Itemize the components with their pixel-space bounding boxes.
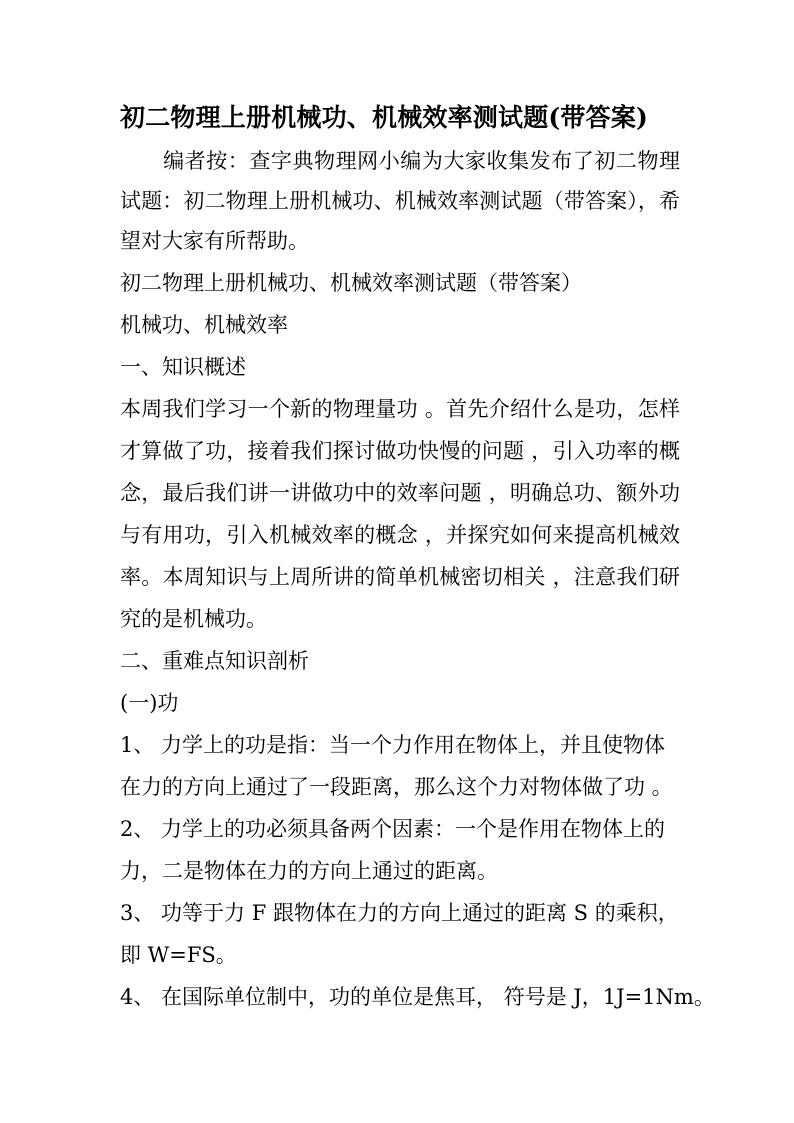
paragraph-line: 即 W=FS。 [120, 943, 237, 967]
paragraph-line: 与有用功，引入机械效率的概念 ，并探究如何来提高机械效 [120, 523, 680, 547]
paragraph-line: 本周我们学习一个新的物理量功 。首先介绍什么是功，怎样 [120, 397, 680, 421]
section-heading: 机械功、机械效率 [120, 313, 288, 337]
paragraph-line: 究的是机械功。 [120, 607, 267, 631]
paragraph-line: 编者按：查字典物理网小编为大家收集发布了初二物理 [120, 149, 680, 173]
paragraph-line: 2、 力学上的功必须具备两个因素：一个是作用在物体上的 [120, 817, 666, 841]
section-heading: 一、知识概述 [120, 355, 246, 379]
paragraph-line: 3、 功等于力 F 跟物体在力的方向上通过的距离 S 的乘积， [120, 901, 679, 925]
paragraph-line: 念，最后我们讲一讲做功中的效率问题 ，明确总功、额外功 [120, 481, 680, 505]
paragraph-line: 在力的方向上通过了一段距离，那么这个力对物体做了功 。 [120, 775, 673, 799]
paragraph-line: 初二物理上册机械功、机械效率测试题（带答案） [120, 271, 582, 295]
paragraph-line: 1、 力学上的功是指：当一个力作用在物体上，并且使物体 [120, 733, 666, 757]
document-title: 初二物理上册机械功、机械效率测试题(带答案) [120, 103, 649, 132]
paragraph-line: 力，二是物体在力的方向上通过的距离。 [120, 859, 498, 883]
section-heading: 二、重难点知识剖析 [120, 649, 309, 673]
paragraph-line: 才算做了功，接着我们探讨做功快慢的问题 ，引入功率的概 [120, 439, 680, 463]
paragraph-line: 试题：初二物理上册机械功、机械效率测试题（带答案），希 [120, 189, 680, 213]
paragraph-line: 望对大家有所帮助。 [120, 229, 309, 253]
paragraph-line: 率。本周知识与上周所讲的简单机械密切相关 ，注意我们研 [120, 565, 680, 589]
section-heading: (一)功 [120, 691, 179, 715]
paragraph-line: 4、 在国际单位制中，功的单位是焦耳， 符号是 J，1J=1Nm。 [120, 985, 715, 1009]
